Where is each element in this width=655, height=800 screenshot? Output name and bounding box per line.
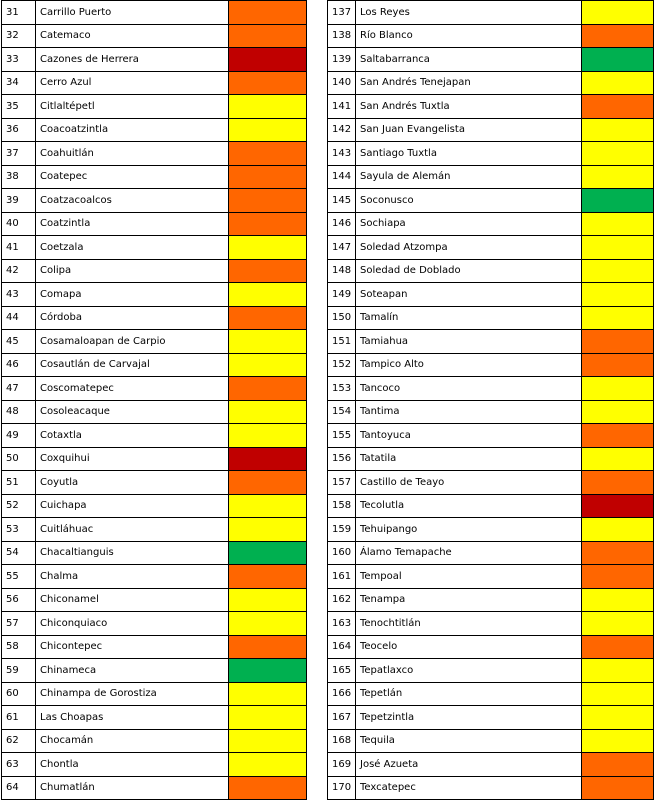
- status-color-cell: [582, 353, 654, 377]
- table-row: [328, 729, 654, 753]
- municipality-name: Cerro Azul: [36, 71, 229, 95]
- municipality-name: Chiconquiaco: [36, 612, 229, 636]
- row-number: 39: [2, 189, 36, 213]
- status-color-cell: [582, 588, 654, 612]
- table-row: [2, 588, 307, 612]
- table-row: [2, 71, 307, 95]
- municipality-name: Cosautlán de Carvajal: [36, 353, 229, 377]
- status-color-cell: [582, 400, 654, 424]
- status-color-cell: [229, 24, 307, 48]
- row-number: 137: [328, 1, 356, 25]
- municipality-name: Coacoatzintla: [36, 118, 229, 142]
- status-color-cell: [229, 330, 307, 354]
- municipality-name: Tenochtitlán: [356, 612, 582, 636]
- table-row: [2, 377, 307, 401]
- municipality-name: San Juan Evangelista: [356, 118, 582, 142]
- status-color-cell: [229, 400, 307, 424]
- row-number: 139: [328, 48, 356, 72]
- municipality-table-right: [327, 0, 654, 800]
- status-color-cell: [229, 189, 307, 213]
- table-row: [2, 659, 307, 683]
- row-number: 140: [328, 71, 356, 95]
- status-color-cell: [229, 1, 307, 25]
- table-row: [2, 95, 307, 119]
- status-color-cell: [229, 635, 307, 659]
- status-color-cell: [582, 753, 654, 777]
- status-color-cell: [582, 518, 654, 542]
- status-color-cell: [229, 541, 307, 565]
- municipality-name: Coyutla: [36, 471, 229, 495]
- status-color-cell: [229, 259, 307, 283]
- table-row: [2, 24, 307, 48]
- table-row: [328, 118, 654, 142]
- municipality-table-left: [1, 0, 307, 800]
- row-number: 43: [2, 283, 36, 307]
- status-color-cell: [582, 71, 654, 95]
- status-color-cell: [229, 588, 307, 612]
- row-number: 50: [2, 447, 36, 471]
- status-color-cell: [582, 565, 654, 589]
- status-color-cell: [229, 353, 307, 377]
- municipality-name: Coxquihui: [36, 447, 229, 471]
- table-row: [328, 424, 654, 448]
- municipality-name: Colipa: [36, 259, 229, 283]
- table-row: [2, 236, 307, 260]
- table-row: [328, 447, 654, 471]
- row-number: 54: [2, 541, 36, 565]
- row-number: 159: [328, 518, 356, 542]
- table-body-left: [2, 1, 307, 800]
- row-number: 49: [2, 424, 36, 448]
- row-number: 147: [328, 236, 356, 260]
- municipality-name: Tampico Alto: [356, 353, 582, 377]
- table-row: [328, 612, 654, 636]
- municipality-name: Tecolutla: [356, 494, 582, 518]
- table-row: [2, 612, 307, 636]
- row-number: 59: [2, 659, 36, 683]
- municipality-name: Soconusco: [356, 189, 582, 213]
- table-row: [2, 565, 307, 589]
- table-row: [2, 776, 307, 800]
- row-number: 151: [328, 330, 356, 354]
- status-color-cell: [582, 1, 654, 25]
- row-number: 45: [2, 330, 36, 354]
- table-row: [328, 776, 654, 800]
- municipality-name: Tenampa: [356, 588, 582, 612]
- status-color-cell: [582, 48, 654, 72]
- table-row: [2, 635, 307, 659]
- row-number: 160: [328, 541, 356, 565]
- status-color-cell: [229, 71, 307, 95]
- table-row: [328, 518, 654, 542]
- municipality-name: José Azueta: [356, 753, 582, 777]
- row-number: 141: [328, 95, 356, 119]
- row-number: 169: [328, 753, 356, 777]
- row-number: 162: [328, 588, 356, 612]
- status-color-cell: [229, 306, 307, 330]
- municipality-name: Coatzacoalcos: [36, 189, 229, 213]
- table-row: [2, 400, 307, 424]
- municipality-name: Saltabarranca: [356, 48, 582, 72]
- status-color-cell: [582, 330, 654, 354]
- municipality-name: Coatepec: [36, 165, 229, 189]
- table-row: [328, 588, 654, 612]
- table-row: [2, 494, 307, 518]
- table-body-right: [328, 1, 654, 800]
- table-row: [2, 447, 307, 471]
- row-number: 166: [328, 682, 356, 706]
- row-number: 156: [328, 447, 356, 471]
- row-number: 33: [2, 48, 36, 72]
- status-color-cell: [229, 165, 307, 189]
- municipality-name: Tepetlán: [356, 682, 582, 706]
- row-number: 62: [2, 729, 36, 753]
- table-row: [2, 424, 307, 448]
- status-color-cell: [229, 142, 307, 166]
- municipality-name: Coetzala: [36, 236, 229, 260]
- table-row: [328, 142, 654, 166]
- municipality-name: Santiago Tuxtla: [356, 142, 582, 166]
- table-row: [2, 118, 307, 142]
- table-row: [2, 1, 307, 25]
- municipality-name: Tamiahua: [356, 330, 582, 354]
- row-number: 170: [328, 776, 356, 800]
- row-number: 158: [328, 494, 356, 518]
- municipality-name: Chinampa de Gorostiza: [36, 682, 229, 706]
- row-number: 51: [2, 471, 36, 495]
- status-color-cell: [229, 776, 307, 800]
- municipality-name: Chacaltianguis: [36, 541, 229, 565]
- municipality-name: Chocamán: [36, 729, 229, 753]
- status-color-cell: [229, 212, 307, 236]
- status-color-cell: [229, 753, 307, 777]
- municipality-name: Soledad Atzompa: [356, 236, 582, 260]
- status-color-cell: [229, 729, 307, 753]
- status-color-cell: [582, 189, 654, 213]
- row-number: 144: [328, 165, 356, 189]
- row-number: 42: [2, 259, 36, 283]
- row-number: 152: [328, 353, 356, 377]
- row-number: 145: [328, 189, 356, 213]
- status-color-cell: [229, 236, 307, 260]
- table-row: [2, 353, 307, 377]
- row-number: 168: [328, 729, 356, 753]
- municipality-name: Tehuipango: [356, 518, 582, 542]
- table-row: [2, 142, 307, 166]
- status-color-cell: [582, 635, 654, 659]
- row-number: 155: [328, 424, 356, 448]
- row-number: 44: [2, 306, 36, 330]
- table-row: [328, 659, 654, 683]
- municipality-name: Chumatlán: [36, 776, 229, 800]
- row-number: 56: [2, 588, 36, 612]
- table-row: [328, 1, 654, 25]
- row-number: 32: [2, 24, 36, 48]
- table-row: [2, 518, 307, 542]
- status-color-cell: [229, 48, 307, 72]
- status-color-cell: [582, 447, 654, 471]
- status-color-cell: [229, 682, 307, 706]
- row-number: 61: [2, 706, 36, 730]
- municipality-name: Chinameca: [36, 659, 229, 683]
- table-row: [328, 330, 654, 354]
- table-row: [2, 259, 307, 283]
- municipality-name: Castillo de Teayo: [356, 471, 582, 495]
- municipality-name: Teocelo: [356, 635, 582, 659]
- municipality-name: Cuichapa: [36, 494, 229, 518]
- row-number: 52: [2, 494, 36, 518]
- status-color-cell: [582, 494, 654, 518]
- municipality-name: Chiconamel: [36, 588, 229, 612]
- row-number: 64: [2, 776, 36, 800]
- row-number: 154: [328, 400, 356, 424]
- municipality-name: Texcatepec: [356, 776, 582, 800]
- status-color-cell: [582, 729, 654, 753]
- table-row: [328, 400, 654, 424]
- municipality-name: Tantima: [356, 400, 582, 424]
- municipality-name: Sochiapa: [356, 212, 582, 236]
- municipality-name: San Andrés Tenejapan: [356, 71, 582, 95]
- table-row: [328, 24, 654, 48]
- table-row: [2, 165, 307, 189]
- status-color-cell: [582, 306, 654, 330]
- table-row: [328, 189, 654, 213]
- municipality-name: Tamalín: [356, 306, 582, 330]
- status-color-cell: [229, 424, 307, 448]
- row-number: 148: [328, 259, 356, 283]
- row-number: 157: [328, 471, 356, 495]
- row-number: 153: [328, 377, 356, 401]
- municipality-name: Coatzintla: [36, 212, 229, 236]
- table-row: [328, 565, 654, 589]
- row-number: 31: [2, 1, 36, 25]
- row-number: 41: [2, 236, 36, 260]
- row-number: 53: [2, 518, 36, 542]
- status-color-cell: [582, 612, 654, 636]
- status-color-cell: [582, 165, 654, 189]
- municipality-name: Soledad de Doblado: [356, 259, 582, 283]
- row-number: 34: [2, 71, 36, 95]
- status-color-cell: [582, 776, 654, 800]
- row-number: 46: [2, 353, 36, 377]
- table-row: [328, 259, 654, 283]
- status-color-cell: [229, 471, 307, 495]
- status-color-cell: [229, 377, 307, 401]
- table-row: [328, 353, 654, 377]
- status-color-cell: [582, 118, 654, 142]
- status-color-cell: [229, 447, 307, 471]
- status-color-cell: [582, 283, 654, 307]
- table-row: [2, 330, 307, 354]
- municipality-name: Cosamaloapan de Carpio: [36, 330, 229, 354]
- status-color-cell: [229, 118, 307, 142]
- row-number: 161: [328, 565, 356, 589]
- municipality-name: Tatatila: [356, 447, 582, 471]
- municipality-name: Río Blanco: [356, 24, 582, 48]
- status-color-cell: [582, 541, 654, 565]
- row-number: 55: [2, 565, 36, 589]
- status-color-cell: [582, 471, 654, 495]
- status-color-cell: [229, 706, 307, 730]
- municipality-name: Catemaco: [36, 24, 229, 48]
- status-color-cell: [229, 659, 307, 683]
- municipality-name: Coahuitlán: [36, 142, 229, 166]
- row-number: 142: [328, 118, 356, 142]
- table-row: [2, 729, 307, 753]
- row-number: 40: [2, 212, 36, 236]
- table-row: [328, 212, 654, 236]
- municipality-name: Coscomatepec: [36, 377, 229, 401]
- municipality-name: Tempoal: [356, 565, 582, 589]
- table-row: [2, 212, 307, 236]
- table-row: [328, 236, 654, 260]
- municipality-name: Sayula de Alemán: [356, 165, 582, 189]
- row-number: 60: [2, 682, 36, 706]
- table-row: [328, 494, 654, 518]
- table-row: [2, 48, 307, 72]
- municipality-name: Los Reyes: [356, 1, 582, 25]
- municipality-name: Chicontepec: [36, 635, 229, 659]
- municipality-name: Citlaltépetl: [36, 95, 229, 119]
- row-number: 36: [2, 118, 36, 142]
- row-number: 35: [2, 95, 36, 119]
- row-number: 163: [328, 612, 356, 636]
- table-row: [2, 706, 307, 730]
- row-number: 138: [328, 24, 356, 48]
- municipality-name: Córdoba: [36, 306, 229, 330]
- table-row: [2, 306, 307, 330]
- municipality-name: San Andrés Tuxtla: [356, 95, 582, 119]
- municipality-name: Tepetzintla: [356, 706, 582, 730]
- municipality-name: Chalma: [36, 565, 229, 589]
- status-color-cell: [582, 682, 654, 706]
- table-row: [2, 471, 307, 495]
- table-row: [328, 471, 654, 495]
- table-row: [2, 753, 307, 777]
- row-number: 38: [2, 165, 36, 189]
- table-row: [2, 541, 307, 565]
- row-number: 167: [328, 706, 356, 730]
- row-number: 165: [328, 659, 356, 683]
- municipality-name: Tancoco: [356, 377, 582, 401]
- status-color-cell: [582, 424, 654, 448]
- status-color-cell: [229, 283, 307, 307]
- status-color-cell: [582, 212, 654, 236]
- row-number: 57: [2, 612, 36, 636]
- table-row: [328, 306, 654, 330]
- municipality-name: Soteapan: [356, 283, 582, 307]
- table-row: [328, 753, 654, 777]
- row-number: 63: [2, 753, 36, 777]
- status-color-cell: [582, 377, 654, 401]
- table-row: [328, 95, 654, 119]
- table-row: [328, 706, 654, 730]
- table-row: [2, 682, 307, 706]
- status-color-cell: [582, 95, 654, 119]
- status-color-cell: [229, 518, 307, 542]
- municipality-name: Cuitláhuac: [36, 518, 229, 542]
- table-row: [328, 635, 654, 659]
- municipality-name: Chontla: [36, 753, 229, 777]
- row-number: 149: [328, 283, 356, 307]
- table-row: [328, 165, 654, 189]
- municipality-name: Tantoyuca: [356, 424, 582, 448]
- status-color-cell: [582, 142, 654, 166]
- table-row: [328, 682, 654, 706]
- municipality-name: Cazones de Herrera: [36, 48, 229, 72]
- row-number: 150: [328, 306, 356, 330]
- table-row: [328, 283, 654, 307]
- table-row: [2, 189, 307, 213]
- municipality-name: Cosoleacaque: [36, 400, 229, 424]
- table-row: [328, 377, 654, 401]
- municipality-name: Cotaxtla: [36, 424, 229, 448]
- row-number: 143: [328, 142, 356, 166]
- row-number: 146: [328, 212, 356, 236]
- row-number: 164: [328, 635, 356, 659]
- status-color-cell: [582, 236, 654, 260]
- municipality-name: Las Choapas: [36, 706, 229, 730]
- row-number: 47: [2, 377, 36, 401]
- municipality-name: Tepatlaxco: [356, 659, 582, 683]
- status-color-cell: [229, 612, 307, 636]
- table-row: [328, 541, 654, 565]
- status-color-cell: [229, 494, 307, 518]
- status-color-cell: [582, 706, 654, 730]
- table-row: [328, 71, 654, 95]
- table-row: [2, 283, 307, 307]
- status-color-cell: [582, 259, 654, 283]
- municipality-name: Álamo Temapache: [356, 541, 582, 565]
- status-color-cell: [229, 565, 307, 589]
- municipality-name: Carrillo Puerto: [36, 1, 229, 25]
- municipality-name: Comapa: [36, 283, 229, 307]
- row-number: 48: [2, 400, 36, 424]
- status-color-cell: [582, 659, 654, 683]
- row-number: 37: [2, 142, 36, 166]
- municipality-name: Tequila: [356, 729, 582, 753]
- row-number: 58: [2, 635, 36, 659]
- status-color-cell: [582, 24, 654, 48]
- status-color-cell: [229, 95, 307, 119]
- table-row: [328, 48, 654, 72]
